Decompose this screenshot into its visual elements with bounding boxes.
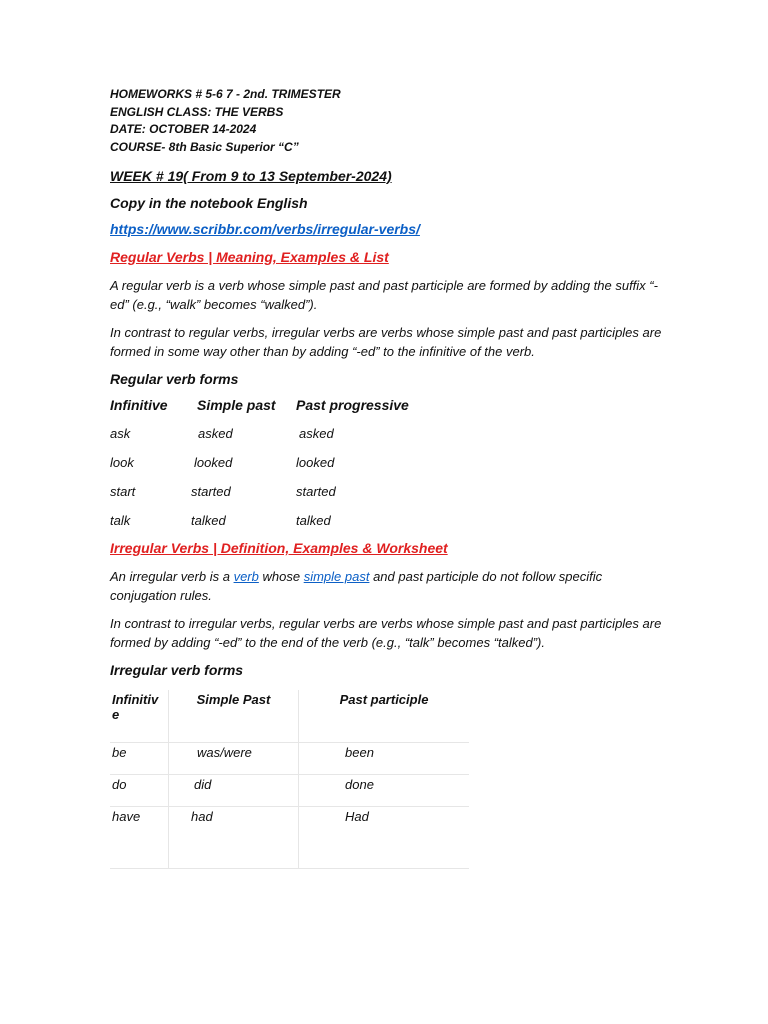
homework-header [110, 86, 670, 156]
regular-cell: talk [110, 513, 131, 528]
irregular-para1-text: and past participle do not follow specific conjugation rules. [110, 569, 603, 603]
simple-past-link[interactable]: simple past [303, 569, 370, 584]
regular-cell: looked [296, 455, 335, 470]
irregular-header-past-participle: Past participle [299, 690, 470, 743]
table-header-row [110, 690, 469, 743]
irregular-cell: did [169, 775, 299, 807]
header-line-1: HOMEWORKS # 5-6 7 - 2nd. TRIMESTER [110, 87, 341, 101]
irregular-cell: been [299, 743, 470, 775]
regular-cell: looked [194, 455, 233, 470]
irregular-cell: do [110, 775, 169, 807]
regular-cell: talked [296, 513, 331, 528]
irregular-paragraph-2: In contrast to irregular verbs, regular verbs are verbs whose simple past and past participles are formed by adding “-ed” to the end of the verb (e.g., “talk” becomes “talked”). [110, 616, 662, 650]
table-row [110, 743, 469, 775]
week-heading: WEEK # 19( From 9 to 13 September-2024) [110, 168, 392, 184]
irregular-cell: done [299, 775, 470, 807]
regular-cell: look [110, 455, 134, 470]
regular-cell: started [296, 484, 336, 499]
regular-forms-heading: Regular verb forms [110, 371, 239, 387]
header-line-2: ENGLISH CLASS: THE VERBS [110, 104, 284, 119]
irregular-cell: be [110, 743, 169, 775]
header-line-3: DATE: OCTOBER 14-2024 [110, 122, 257, 136]
regular-cell: asked [198, 426, 233, 441]
irregular-header-infinitive: Infinitiv e [110, 690, 169, 743]
irregular-forms-heading: Irregular verb forms [110, 662, 244, 678]
irregular-verb-table [110, 690, 469, 869]
regular-header-past-progressive: Past progressive [296, 397, 409, 413]
copy-instruction: Copy in the notebook English [110, 195, 308, 211]
regular-cell: start [110, 484, 136, 499]
regular-verb-row [110, 484, 670, 503]
document-page [110, 86, 670, 869]
regular-forms-header-row [110, 397, 670, 416]
irregular-header-simple-past: Simple Past [169, 690, 299, 743]
irregular-cell: have [110, 807, 169, 869]
irregular-para1-text: An irregular verb is a [110, 569, 234, 584]
regular-verb-row [110, 513, 670, 532]
header-line-4: COURSE- 8th Basic Superior “C” [110, 139, 299, 154]
regular-cell: asked [299, 426, 334, 441]
regular-paragraph-1: A regular verb is a verb whose simple past and past participle are formed by adding the suffix “-ed” (e.g., “walk” becomes “walked”). [110, 278, 658, 312]
regular-cell: started [191, 484, 231, 499]
table-row [110, 807, 469, 869]
irregular-paragraph-1 [110, 567, 670, 605]
irregular-cell: Had [299, 807, 470, 869]
regular-verb-row [110, 455, 670, 474]
verb-link[interactable]: verb [233, 569, 259, 584]
irregular-verbs-title-link[interactable]: Irregular Verbs | Definition, Examples & Worksheet [110, 540, 448, 556]
regular-cell: talked [191, 513, 226, 528]
regular-verbs-title-link[interactable]: Regular Verbs | Meaning, Examples & List [110, 249, 389, 265]
irregular-cell: was/were [169, 743, 299, 775]
regular-header-infinitive: Infinitive [110, 397, 168, 413]
regular-header-simple-past: Simple past [197, 397, 276, 413]
scribbr-link[interactable]: https://www.scribbr.com/verbs/irregular-verbs/ [110, 221, 420, 237]
irregular-para1-text: whose [262, 569, 304, 584]
irregular-cell: had [169, 807, 299, 869]
regular-paragraph-2: In contrast to regular verbs, irregular verbs are verbs whose simple past and past participles are formed in some way other than by adding “-ed” to the infinitive of the verb. [110, 325, 662, 359]
regular-verb-row [110, 426, 670, 445]
table-row [110, 775, 469, 807]
regular-cell: ask [110, 426, 131, 441]
